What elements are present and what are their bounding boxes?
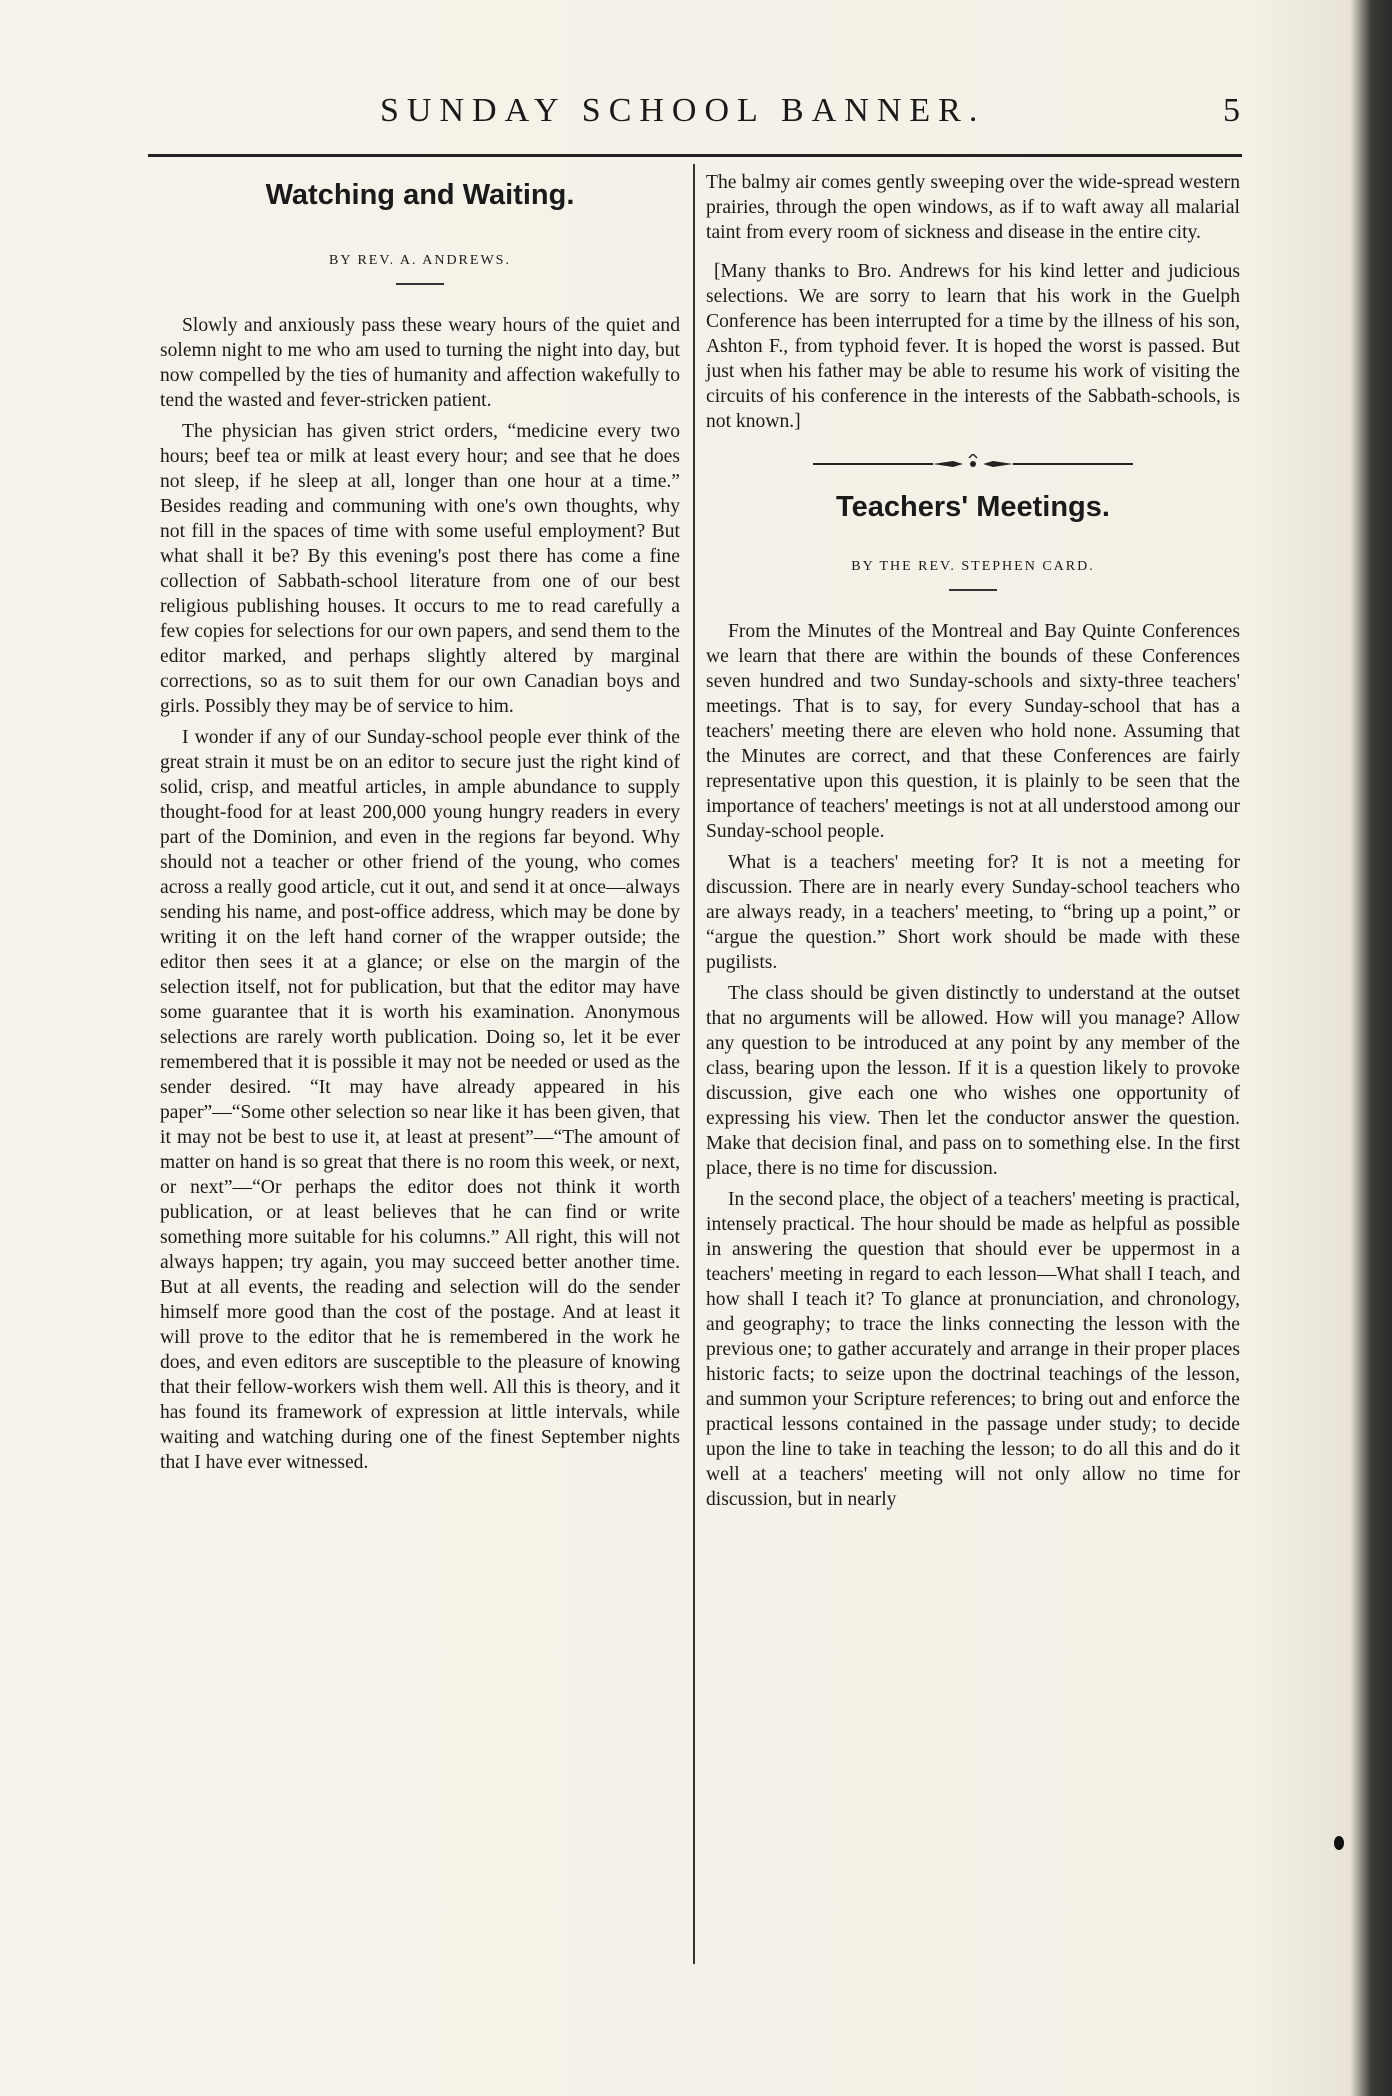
article1-continuation: The balmy air comes gently sweeping over the wide-spread western prairies, through the open windows, as if to waft away all malarial taint from every room of sickness and disease in the entire city. <box>706 172 1240 243</box>
article2-paragraph-2: What is a teachers' meeting for? It is not a meeting for discussion. There are in nearly every Sunday-school teachers who are always ready, in a teachers' meeting, to “bring up a point,” or “argue the question.” Short work should be made with these pugilists. <box>706 852 1240 973</box>
article-title-watching: Watching and Waiting. <box>265 179 575 211</box>
article2-paragraph-3: The class should be given distinctly to understand at the outset that no arguments will be allowed. How will you manage? Allow any question to be introduced at any point by any member of the class, bearing upon the lesson. If it is a question likely to provoke discussion, give each one who wishes one opportunity of expressing his view. Then let the conductor answer the question. Make that decision final, and pass on to something else. In the first place, there is no time for discussion. <box>706 983 1240 1179</box>
page-number: 5 <box>1223 92 1240 129</box>
article-title-teachers: Teachers' Meetings. <box>836 491 1110 523</box>
article1-paragraph-3: I wonder if any of our Sunday-school people ever think of the great strain it must be on an editor to secure just the right kind of solid, crisp, and meatful articles, in ample abundance to supply thought-food for at least 200,000 young hungry readers in every part of the Dominion, and even in the regions far beyond. Why should not a teacher or other friend of the young, who comes across a really good article, cut it out, and send it at once—always sending his name, and post-office address, which may be done by writing it on the left hand corner of the wrapper outside; the editor then sees it at a glance; or else on the margin of the selection itself, not for publication, but that the editor may have some guarantee that it is worth his examination. Anonymous selections are rarely worth publication. Doing so, let it be ever remembered that it is possible it may not be needed or used as the sender desired. “It may have already appeared in his paper”—“Some other selection so near like it has been given, that it may not be best to use it, at least at present”—“The amount of matter on hand is so great that there is no room this week, or next, or next”—“Or perhaps the editor does not think it worth publication, or at least believes that he can find or write something more suitable for his columns.” All right, this will not always happen; try again, you may succeed better another time. But at all events, the reading and selection will do the sender himself more good than the cost of the postage. And at least it will prove to the editor that he is remembered in the work he does, and even editors are susceptible to the pleasure of knowing that their fellow-workers wish them well. All this is theory, and it has found its framework of expression at little intervals, while waiting and watching during one of the finest September nights that I have ever witnessed. <box>160 727 680 1473</box>
ornament-divider-icon <box>813 454 1133 474</box>
article1-paragraph-2: The physician has given strict orders, “medicine every two hours; beef tea or milk at least every hour; and see that he does not sleep, if he sleep at all, longer than one hour at a time.” Besides reading and communing with one's own thoughts, why not fill in the spaces of time with some useful employment? But what shall it be? By this evening's post there has come a fine collection of Sabbath-school literature from one of our best religious publishing houses. It occurs to me to read carefully a few copies for selections for our own papers, and send them to the editor marked, and perhaps slightly altered by marginal corrections, so as to suit them for our own Canadian boys and girls. Possibly they may be of service to him. <box>160 421 680 717</box>
page-header <box>150 92 1240 142</box>
article1-paragraph-1: Slowly and anxiously pass these weary hours of the quiet and solemn night to me who am used to turning the night into day, but now compelled by the ties of humanity and affection wakefully to tend the wasted and fever-stricken patient. <box>160 315 680 411</box>
column-divider <box>693 164 695 1964</box>
left-column <box>160 170 680 1475</box>
article2-paragraph-4: In the second place, the object of a teachers' meeting is practical, intensely practical. The hour should be made as helpful as possible in answering the question that should ever be uppermost in a teachers' meeting in regard to each lesson—What shall I teach, and how shall I teach it? To glance at pronunciation, and chronology, and geography; to trace the links connecting the lesson with the previous one; to gather accurately and arrange in their proper places historic facts; to seize upon the doctrinal teachings of the lesson, and summon your Scripture references; to bring out and enforce the practical lessons contained in the passage under study; to decide upon the line to take in teaching the lesson; to do all this and do it well at a teachers' meeting will not only allow no time for discussion, but in nearly <box>706 1189 1240 1510</box>
running-title: SUNDAY SCHOOL BANNER. <box>380 92 986 129</box>
byline-andrews: BY REV. A. ANDREWS. <box>329 253 511 268</box>
right-column <box>706 170 1240 1512</box>
editor-note: [Many thanks to Bro. Andrews for his kind letter and judicious selections. We are sorry to learn that his work in the Guelph Conference has been interrupted for a time by the illness of his son, Ashton F., from typhoid fever. It is hoped the worst is passed. But just when his father may be able to resume his work of visiting the circuits of his conference in the interests of the Sabbath-schools, is not known.] <box>706 261 1240 432</box>
section-ornament <box>706 454 1240 474</box>
byline-card: BY THE REV. STEPHEN CARD. <box>851 559 1095 574</box>
header-rule <box>148 154 1242 157</box>
ink-speck <box>1334 1836 1344 1850</box>
byline-rule <box>396 283 444 285</box>
article2-paragraph-1: From the Minutes of the Montreal and Bay Quinte Conferences we learn that there are within the bounds of these Conferences seven hundred and two Sunday-schools and sixty-three teachers' meetings. That is to say, for every Sunday-school that has a teachers' meeting there are eleven who hold none. Assuming that the Minutes are correct, and that these Conferences are fairly representative upon this question, it is plainly to be seen that the importance of teachers' meetings is not at all understood among our Sunday-school people. <box>706 621 1240 842</box>
byline-rule-2 <box>949 589 997 591</box>
